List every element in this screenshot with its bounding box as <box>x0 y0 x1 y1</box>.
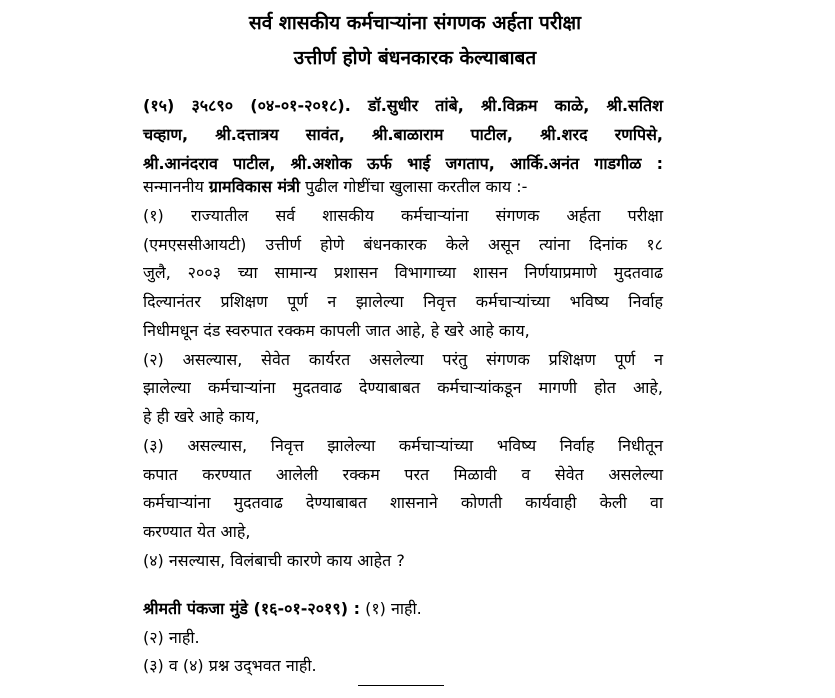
question-body-line-1: (१) राज्यातील सर्व शासकीय कर्मचाऱ्यांना संगणक अर्हता परीक्षा <box>143 206 663 225</box>
question-body-line-3: जुलै, २००३ च्या सामान्य प्रशासन विभागाच्या शासन निर्णयाप्रमाणे मुदतवाढ <box>143 263 663 282</box>
intro-prefix: सन्माननीय <box>143 177 209 196</box>
end-divider <box>358 685 444 686</box>
question-body-line-5: निधीमधून दंड स्वरुपात रक्कम कापली जात आहे, हे खरे आहे काय, <box>143 321 530 340</box>
minister-title: ग्रामविकास मंत्री <box>208 177 301 196</box>
question-header-line-2: चव्हाण, श्री.दत्तात्रय सावंत, श्री.बाळाराम पाटील, श्री.शरद रणपिसे, <box>143 125 663 144</box>
answer-part-1: (१) नाही. <box>359 599 422 618</box>
answer-line-3: (३) व (४) प्रश्न उद्‌भवत नाही. <box>143 656 317 675</box>
question-body-line-2: (एमएससीआयटी) उत्तीर्ण होणे बंधनकारक केले असून त्यांना दिनांक १८ <box>143 235 663 254</box>
question-body-line-11: कर्मचाऱ्यांना मुदतवाढ देण्याबाबत शासनाने कोणती कार्यवाही केली वा <box>143 493 663 512</box>
responder-name: श्रीमती पंकजा मुंडे (१६-०१-२०१९) : <box>143 599 360 618</box>
question-body-line-4: दिल्यानंतर प्रशिक्षण पूर्ण न झालेल्या निवृत्त कर्मचाऱ्यांच्या भविष्य निर्वाह <box>143 292 663 311</box>
question-intro <box>143 176 663 198</box>
answer-line-2: (२) नाही. <box>143 628 200 647</box>
question-body-line-6: (२) असल्यास, सेवेत कार्यरत असलेल्या परंतु संगणक प्रशिक्षण पूर्ण न <box>143 350 663 369</box>
question-body-line-10: कपात करण्यात आलेली रक्कम परत मिळावी व सेवेत असलेल्या <box>143 465 663 484</box>
question-body-line-12: करण्यात येत आहे, <box>143 522 251 541</box>
question-body-line-9: (३) असल्यास, निवृत्त झालेल्या कर्मचाऱ्यांच्या भविष्य निर्वाह निधीतून <box>143 436 663 455</box>
document-title-line-2: उत्तीर्ण होणे बंधनकारक केल्याबाबत <box>293 47 537 69</box>
question-body-line-7: झालेल्या कर्मचाऱ्यांना मुदतवाढ देण्याबाबत कर्मचाऱ्यांकडून मागणी होत आहे, <box>143 378 663 397</box>
question-header-line-1: (१५) ३५८९० (०४-०१-२०१८). डॉ.सुधीर तांबे, श्री.विक्रम काळे, श्री.सतिश <box>143 96 663 115</box>
intro-suffix: पुढील गोष्टींचा खुलासा करतील काय :- <box>300 177 528 196</box>
question-body-line-8: हे ही खरे आहे काय, <box>143 407 260 426</box>
question-header-line-3: श्री.आनंदराव पाटील, श्री.अशोक ऊर्फ भाई जगताप, आर्कि.अनंत गाडगीळ : <box>143 154 663 173</box>
question-body-line-13: (४) नसल्यास, विलंबाची कारणे काय आहेत ? <box>143 551 405 570</box>
document-title-line-1: सर्व शासकीय कर्मचाऱ्यांना संगणक अर्हता परीक्षा <box>248 12 582 34</box>
answer-first-line <box>143 598 663 620</box>
